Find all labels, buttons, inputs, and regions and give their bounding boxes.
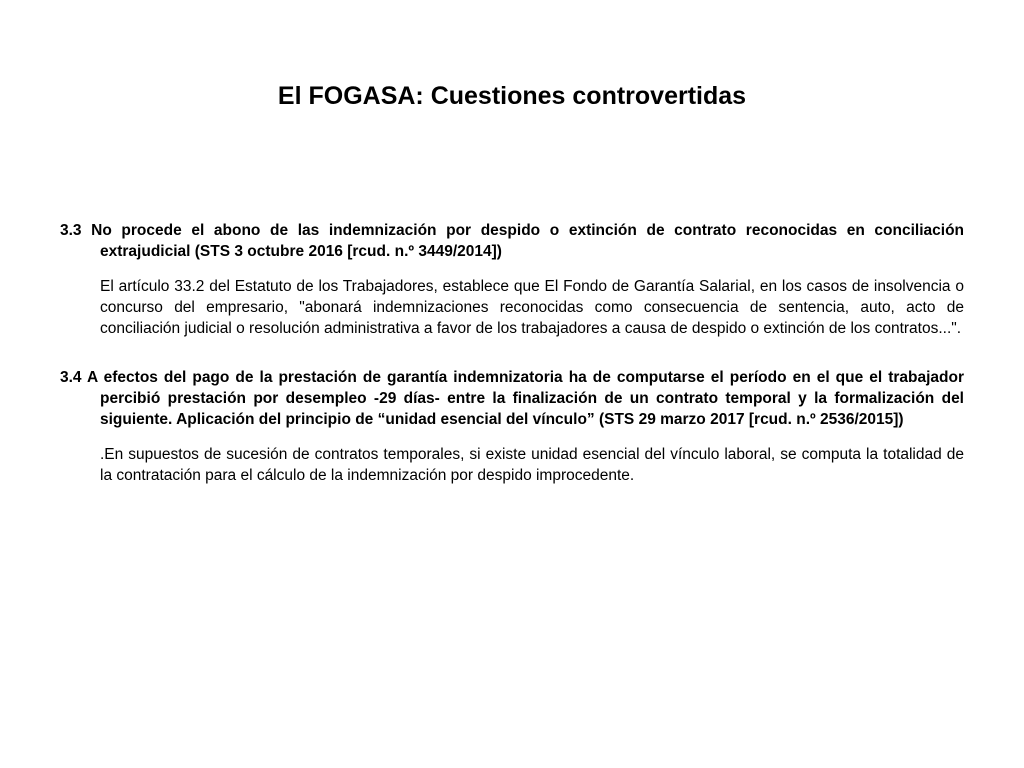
slide-content: [60, 220, 964, 514]
section-3-4-heading: 3.4 A efectos del pago de la prestación de garantía indemnizatoria ha de computarse el período en el que el trabajador percibió prestación por desempleo -29 días- entre la finalización de un contrato temporal y la formalización del siguiente. Aplicación del principio de “unidad esencial del vínculo” (STS 29 marzo 2017 [rcud. n.º 2536/2015]): [60, 369, 964, 428]
section-3-4-body: .En supuestos de sucesión de contratos temporales, si existe unidad esencial del vínculo laboral, se computa la totalidad de la contratación para el cálculo de la indemnización por despido improcedente.: [100, 446, 964, 484]
section-3-3-heading: 3.3 No procede el abono de las indemnización por despido o extinción de contrato reconocidas en conciliación extrajudicial (STS 3 octubre 2016 [rcud. n.º 3449/2014]): [60, 222, 964, 260]
section-3-3-body: El artículo 33.2 del Estatuto de los Trabajadores, establece que El Fondo de Garantía Salarial, en los casos de insolvencia o concurso del empresario, "abonará indemnizaciones reconocidas como consecuencia de sentencia, auto, acto de conciliación judicial o resolución administrativa a favor de los trabajadores a causa de despido o extinción de los contratos...".: [100, 278, 964, 337]
section-3-3: [60, 220, 964, 339]
section-3-4: [60, 367, 964, 486]
slide-title: El FOGASA: Cuestiones controvertidas: [277, 82, 747, 110]
